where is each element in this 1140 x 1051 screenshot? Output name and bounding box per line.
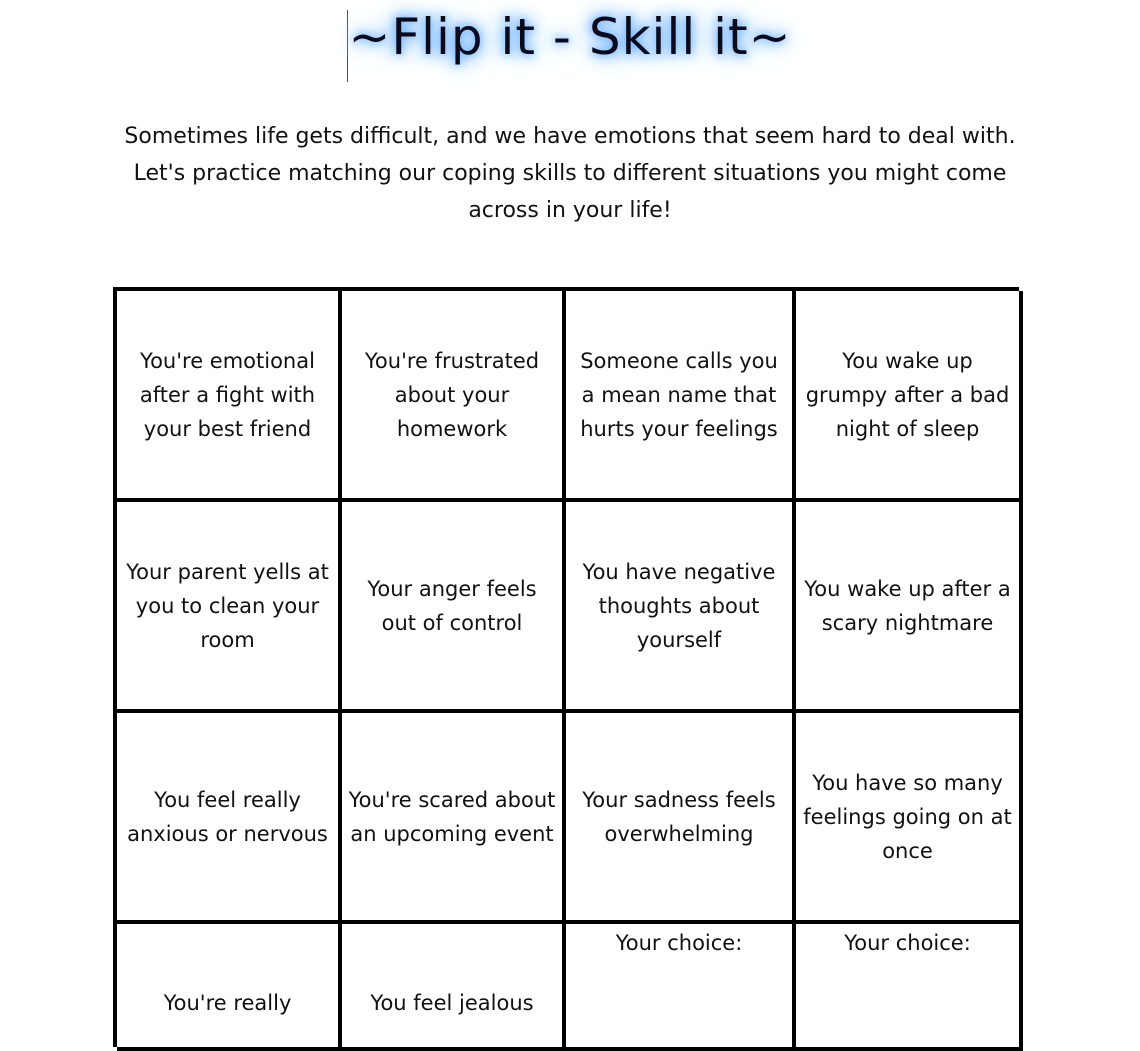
- scenario-card: You're really: [117, 924, 342, 1051]
- scenario-card: You have negative thoughts about yourself: [566, 502, 796, 713]
- scenario-card-grid: [113, 287, 1019, 1047]
- your-choice-card: Your choice:: [566, 924, 796, 1051]
- scenario-card: You wake up after a scary nightmare: [796, 502, 1023, 713]
- scenario-card: You're frustrated about your homework: [342, 291, 566, 502]
- scenario-card: You feel jealous: [342, 924, 566, 1051]
- scenario-card: Someone calls you a mean name that hurts your feelings: [566, 291, 796, 502]
- scenario-card: You feel really anxious or nervous: [117, 713, 342, 924]
- intro-paragraph: Sometimes life gets difficult, and we have emotions that seem hard to deal with. Let's practice matching our coping skills to different situations you might come across in your life!: [124, 124, 1016, 223]
- scenario-card: You're emotional after a fight with your best friend: [117, 291, 342, 502]
- your-choice-card: Your choice:: [796, 924, 1023, 1051]
- page-title: ~Flip it - Skill it~: [348, 8, 792, 66]
- scenario-card: Your sadness feels overwhelming: [566, 713, 796, 924]
- scenario-card: Your parent yells at you to clean your room: [117, 502, 342, 713]
- scenario-card: You're scared about an upcoming event: [342, 713, 566, 924]
- scenario-card: You have so many feelings going on at once: [796, 713, 1023, 924]
- scenario-card: You wake up grumpy after a bad night of sleep: [796, 291, 1023, 502]
- scenario-card: Your anger feels out of control: [342, 502, 566, 713]
